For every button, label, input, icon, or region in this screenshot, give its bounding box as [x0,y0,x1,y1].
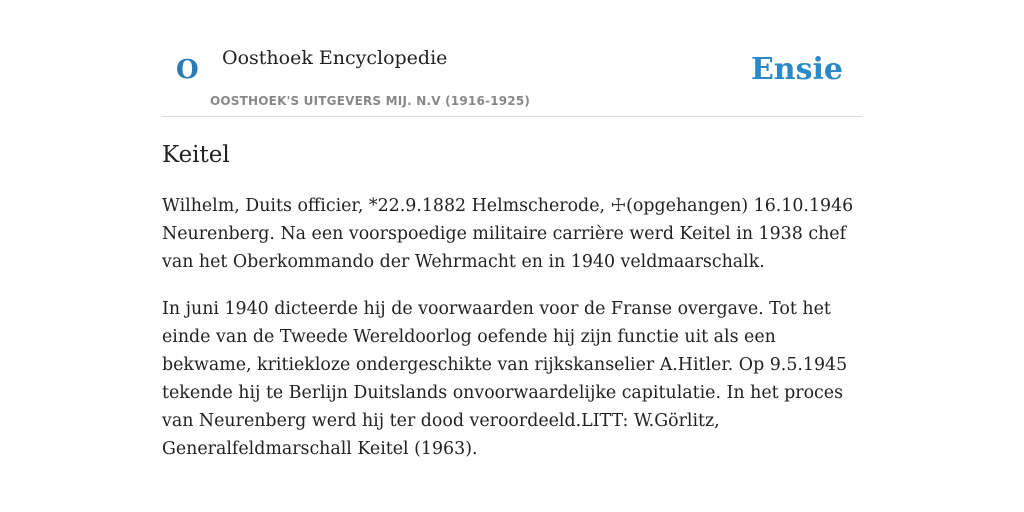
entry-body [162,192,862,482]
entry-paragraph-2: In juni 1940 dicteerde hij de voorwaarden voor de Franse overgave. Tot het einde van de Tweede Wereldoorlog oefende hij zijn functie uit als een bekwame, kritiekloze ondergeschikte van rijkskanselier A.Hitler. Op 9.5.1945 tekende hij te Berlijn Duitslands onvoorwaardelijke capitulatie. In het proces van Neurenberg werd hij ter dood veroordeeld.LITT: W.Görlitz, Generalfeldmarschall Keitel (1963). [162,299,848,459]
site-subtitle: OOSTHOEK'S UITGEVERS MIJ. N.V (1916-1925) [210,94,531,108]
entry-paragraph-1: Wilhelm, Duits officier, *22.9.1882 Helmscherode, ☩(opgehangen) 16.10.1946 Neurenberg. Na een voorspoedige militaire carrière werd Keitel in 1938 chef van het Oberkommando der Wehrmacht en in 1940 veldmaarschalk. [162,196,854,272]
brand-logo-link[interactable]: Ensie [750,52,843,87]
logo-icon[interactable]: O [176,55,199,85]
page [162,0,862,512]
site-header [162,0,862,117]
site-title[interactable]: Oosthoek Encyclopedie [222,47,448,69]
entry-title: Keitel [162,142,230,168]
